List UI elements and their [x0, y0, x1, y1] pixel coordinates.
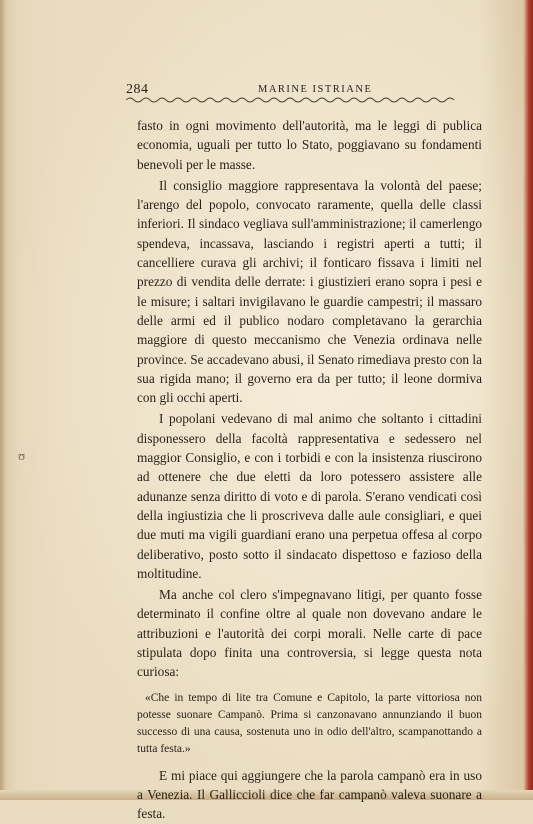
running-title: MARINE ISTRIANE [258, 84, 373, 95]
quoted-passage: «Che in tempo di lite tra Comune e Capitolo, la parte vittoriosa non potesse suonare Campanò. Prima si canzonavano annunziando il buon successo di una causa, sostenuta uno in odio dell'altro, scampanottando a tutta festa.» [137, 691, 482, 755]
paragraph-1: fasto in ogni movimento dell'autorità, ma le leggi di publica economia, uguali per tutto lo Stato, poggiavano su fondamenti benevoli per le masse. [137, 118, 482, 172]
paragraph-5: E mi piace qui aggiungere che la parola campanò era in uso a Venezia. Il Galliccioli dice che far campanò valeva suonare a festa. [137, 767, 482, 822]
margin-mark: ʊ [18, 448, 26, 463]
page-edge-right [523, 0, 533, 800]
page-edge-left [0, 0, 6, 800]
paragraph-4: Ma anche col clero s'impegnavano litigi, per quanto fosse determinato il confine oltre al quale non dovevano andare le attribuzioni e l'autorità dei corpi morali. Nelle carte di pace stipulata dopo finita una controversia, si legge questa nota curiosa: [137, 587, 482, 680]
page-number: 284 [126, 82, 149, 97]
header-wavy-rule [126, 96, 456, 104]
paragraph-2: Il consiglio maggiore rappresentava la volontà del paese; l'arengo del popolo, convocato raramente, quella delle classi inferiori. Il sindaco vegliava sull'amministrazione; il camerlengo spendeva, incassava, lasciando i registri aperti a tutti; il cancelliere curava gli archivi; il fonticaro fissava i limiti nel prezzo di vendita delle derrate: i giustizieri erano sopra i pesi e le misure; i saltari invigilavano le guardie campestri; il massaro delle armi ed il publico nodaro completavano la gerarchia maggiore di questo meccanismo che Venezia ordinava nelle province. Se accadevano abusi, il Senato rimediava presto con la sua rigida mano; il governo era da per tutto; il leone dormiva con gli occhi aperti. [137, 177, 482, 406]
paragraph-3: I popolani vedevano di mal animo che soltanto i cittadini disponessero della facoltà rappresentativa e sedessero nel maggior Consiglio, e con i torbidi e con la insistenza riuscirono ad ottenere che due eletti da loro potessero assistere alle adunanze senza diritto di voto e di parola. S'erano vendicati così della ingiustizia che li proscriveva dalle aule consigliari, e quei due muti ma vigili guardiani erano una perpetua offesa al corpo deliberativo, posto sotto il sindacato dispettoso e fazioso della moltitudine. [137, 411, 482, 581]
body-text [137, 116, 482, 824]
